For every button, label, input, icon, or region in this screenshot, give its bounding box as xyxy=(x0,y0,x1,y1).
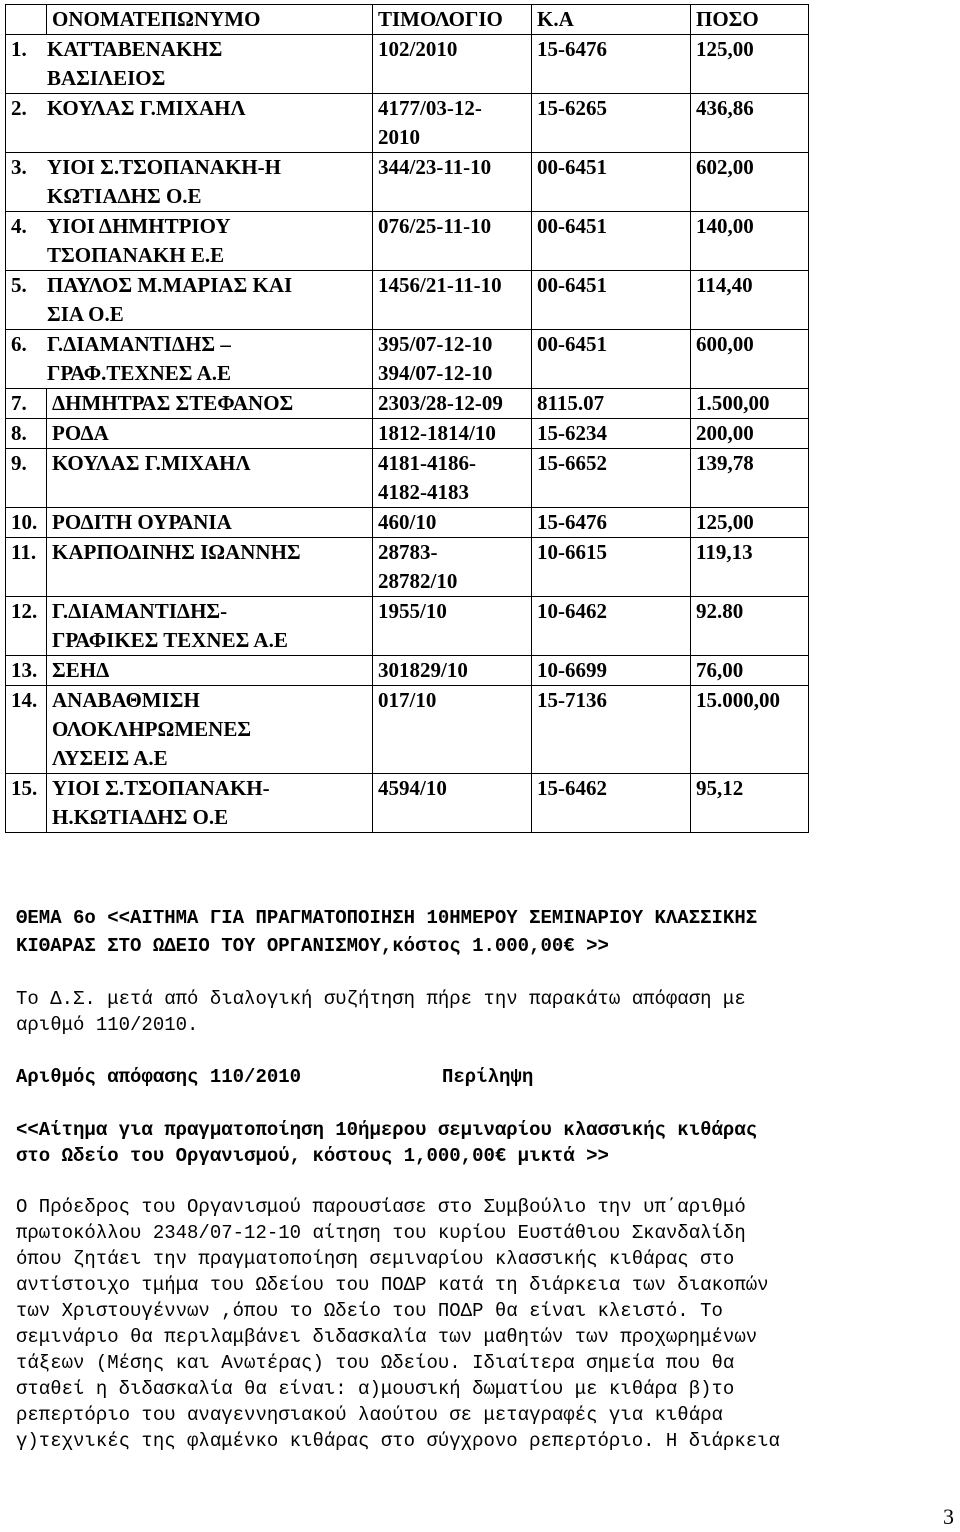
payments-table xyxy=(5,4,809,833)
header-amount: ΠΟΣΟ xyxy=(691,5,809,35)
ka-cell: 10-6699 xyxy=(532,656,691,686)
cell-line: ΔΗΜΗΤΡΑΣ ΣΤΕΦΑΝΟΣ xyxy=(52,391,294,415)
cell-line: ΒΑΣΙΛΕΙΟΣ xyxy=(47,66,166,90)
cell-line: 344/23-11-10 xyxy=(378,155,492,179)
name-cell xyxy=(47,508,373,538)
amount-cell: 15.000,00 xyxy=(691,686,809,774)
table-row xyxy=(6,508,809,538)
ka-cell: 10-6462 xyxy=(532,597,691,656)
table-row xyxy=(6,538,809,597)
cell-line: ΠΑΥΛΟΣ Μ.ΜΑΡΙΑΣ ΚΑΙ xyxy=(47,273,293,297)
body-line-4: αντίστοιχο τμήμα του Ωδείου του ΠΟΔΡ κατά τη διάρκεια των διακοπών xyxy=(16,1274,769,1296)
body-line-1: Ο Πρόεδρος του Οργανισμού παρουσίασε στο Συμβούλιο την υπ΄αριθμό xyxy=(16,1196,746,1218)
table-row xyxy=(6,153,809,212)
invoice-cell xyxy=(373,597,532,656)
amount-cell: 140,00 xyxy=(691,212,809,271)
ka-cell: 00-6451 xyxy=(532,271,691,330)
cell-line: ΟΛΟΚΛΗΡΩΜΕΝΕΣ xyxy=(52,717,252,741)
row-number: 2. xyxy=(11,96,27,120)
amount-cell: 436,86 xyxy=(691,94,809,153)
invoice-cell xyxy=(373,35,532,94)
invoice-cell xyxy=(373,508,532,538)
table-row xyxy=(6,330,809,389)
row-number: 8. xyxy=(6,419,47,449)
table-row xyxy=(6,35,809,94)
cell-line: ΑΝΑΒΑΘΜΙΣΗ xyxy=(52,688,200,712)
cell-line: 076/25-11-10 xyxy=(378,214,492,238)
invoice-cell xyxy=(373,656,532,686)
amount-cell: 200,00 xyxy=(691,419,809,449)
body-line-2: πρωτοκόλλου 2348/07-12-10 αίτηση του κυρίου Ευστάθιου Σκανδαλίδη xyxy=(16,1222,746,1244)
summary-line-2: στο Ωδείο του Οργανισμού, κόστους 1,000,00€ μικτά >> xyxy=(16,1145,609,1167)
cell-line: 4182-4183 xyxy=(378,480,469,504)
row-name xyxy=(47,271,292,329)
ka-cell: 15-6476 xyxy=(532,508,691,538)
cell-line: 1456/21-11-10 xyxy=(378,273,502,297)
amount-cell: 602,00 xyxy=(691,153,809,212)
summary-label: Περίληψη xyxy=(442,1066,534,1088)
body-line-6: σεμινάριο θα περιλαμβάνει διδασκαλία των μαθητών των προχωρημένων xyxy=(16,1326,758,1348)
cell-line: ΚΑΡΠΟΔΙΝΗΣ ΙΩΑΝΝΗΣ xyxy=(52,540,301,564)
table-row xyxy=(6,597,809,656)
ka-cell: 00-6451 xyxy=(532,212,691,271)
ka-cell: 15-6265 xyxy=(532,94,691,153)
board-line-2: αριθμό 110/2010. xyxy=(16,1014,199,1036)
name-cell xyxy=(47,419,373,449)
ka-cell: 15-6234 xyxy=(532,419,691,449)
ka-cell: 8115.07 xyxy=(532,389,691,419)
invoice-cell xyxy=(373,419,532,449)
body-line-9: ρεπερτόριο του αναγεννησιακού λαούτου σε μεταγραφές για κιθάρα xyxy=(16,1404,723,1426)
header-invoice: ΤΙΜΟΛΟΓΙΟ xyxy=(373,5,532,35)
row-number: 14. xyxy=(6,686,47,774)
cell-line: ΤΣΟΠΑΝΑΚΗ Ε.Ε xyxy=(47,243,225,267)
invoice-cell xyxy=(373,389,532,419)
cell-line: 460/10 xyxy=(378,510,437,534)
header-num xyxy=(6,5,47,35)
row-name xyxy=(47,94,246,123)
cell-line: 017/10 xyxy=(378,688,437,712)
page-number: 3 xyxy=(943,1504,954,1529)
cell-line: 4177/03-12- xyxy=(378,96,482,120)
row-number: 9. xyxy=(6,449,47,508)
cell-line: 28782/10 xyxy=(378,569,458,593)
invoice-cell xyxy=(373,271,532,330)
amount-cell: 119,13 xyxy=(691,538,809,597)
body-line-3: όπου ζητάει την πραγματοποίηση σεμιναρίου κλασσικής κιθάρας στο xyxy=(16,1248,735,1270)
name-cell xyxy=(47,656,373,686)
name-cell xyxy=(6,153,373,212)
cell-line: 1955/10 xyxy=(378,599,447,623)
cell-line: 395/07-12-10 xyxy=(378,332,493,356)
table-row xyxy=(6,271,809,330)
ka-cell: 15-7136 xyxy=(532,686,691,774)
amount-cell: 114,40 xyxy=(691,271,809,330)
row-number: 5. xyxy=(11,273,27,297)
invoice-cell xyxy=(373,330,532,389)
name-cell xyxy=(47,389,373,419)
row-name xyxy=(47,330,231,388)
cell-line: ΡΟΔΑ xyxy=(52,421,109,445)
table-header-row xyxy=(6,5,809,35)
name-cell xyxy=(6,271,373,330)
payments-table-wrap xyxy=(5,4,809,833)
name-cell xyxy=(6,330,373,389)
ka-cell: 15-6652 xyxy=(532,449,691,508)
row-name xyxy=(47,35,222,93)
row-number: 15. xyxy=(6,774,47,833)
cell-line: ΣΙΑ Ο.Ε xyxy=(47,302,124,326)
name-cell xyxy=(47,686,373,774)
body-line-10: γ)τεχνικές της φλαμένκο κιθάρας στο σύγχρονο ρεπερτόριο. Η διάρκεια xyxy=(16,1430,780,1452)
invoice-cell xyxy=(373,212,532,271)
row-number: 11. xyxy=(6,538,47,597)
name-cell xyxy=(6,35,373,94)
row-number: 7. xyxy=(6,389,47,419)
ka-cell: 10-6615 xyxy=(532,538,691,597)
amount-cell: 139,78 xyxy=(691,449,809,508)
cell-line: 2010 xyxy=(378,125,420,149)
ka-cell: 15-6462 xyxy=(532,774,691,833)
cell-line: ΥΙΟΙ Σ.ΤΣΟΠΑΝΑΚΗ- xyxy=(52,776,270,800)
cell-line: 4181-4186- xyxy=(378,451,476,475)
row-number: 10. xyxy=(6,508,47,538)
topic-line-1: ΘΕΜΑ 6ο <<ΑΙΤΗΜΑ ΓΙΑ ΠΡΑΓΜΑΤΟΠΟΙΗΣΗ 10ΗΜΕΡΟΥ ΣΕΜΙΝΑΡΙΟΥ ΚΛΑΣΣΙΚΗΣ xyxy=(16,907,758,929)
cell-line: 394/07-12-10 xyxy=(378,361,493,385)
table-row xyxy=(6,94,809,153)
body-line-8: σταθεί η διδασκαλία θα είναι: α)μουσική δωματίου με κιθάρα β)το xyxy=(16,1378,735,1400)
summary-line-1: <<Αίτημα για πραγματοποίηση 10ήμερου σεμιναρίου κλασσικής κιθάρας xyxy=(16,1119,758,1141)
table-row xyxy=(6,389,809,419)
invoice-cell xyxy=(373,153,532,212)
name-cell xyxy=(47,774,373,833)
amount-cell: 125,00 xyxy=(691,35,809,94)
name-cell xyxy=(6,212,373,271)
cell-line: Γ.ΔΙΑΜΑΝΤΙΔΗΣ- xyxy=(52,599,228,623)
invoice-cell xyxy=(373,686,532,774)
invoice-cell xyxy=(373,774,532,833)
ka-cell: 15-6476 xyxy=(532,35,691,94)
cell-line: ΥΙΟΙ ΔΗΜΗΤΡΙΟΥ xyxy=(47,214,231,238)
cell-line: 301829/10 xyxy=(378,658,468,682)
name-cell xyxy=(47,449,373,508)
cell-line: ΓΡΑΦ.ΤΕΧΝΕΣ Α.Ε xyxy=(47,361,231,385)
row-number: 12. xyxy=(6,597,47,656)
cell-line: ΚΟΥΛΑΣ Γ.ΜΙΧΑΗΛ xyxy=(47,96,246,120)
cell-line: ΚΟΥΛΑΣ Γ.ΜΙΧΑΗΛ xyxy=(52,451,251,475)
amount-cell: 92.80 xyxy=(691,597,809,656)
body-line-5: των Χριστουγέννων ,όπου το Ωδείο του ΠΟΔΡ θα είναι κλειστό. Το xyxy=(16,1300,723,1322)
name-cell xyxy=(6,94,373,153)
body-line-7: τάξεων (Μέσης και Ανωτέρας) του Ωδείου. Ιδιαίτερα σημεία που θα xyxy=(16,1352,735,1374)
cell-line: ΚΑΤΤΑΒΕΝΑΚΗΣ xyxy=(47,37,223,61)
cell-line: ΛΥΣΕΙΣ Α.Ε xyxy=(52,746,168,770)
row-name xyxy=(47,212,231,270)
amount-cell: 95,12 xyxy=(691,774,809,833)
board-line-1: Το Δ.Σ. μετά από διαλογική συζήτηση πήρε την παρακάτω απόφαση με xyxy=(16,988,746,1010)
row-number: 3. xyxy=(11,155,27,179)
row-name xyxy=(47,153,281,211)
decision-number: Αριθμός απόφασης 110/2010 xyxy=(16,1066,302,1088)
invoice-cell xyxy=(373,538,532,597)
amount-cell: 125,00 xyxy=(691,508,809,538)
cell-line: ΥΙΟΙ Σ.ΤΣΟΠΑΝΑΚΗ-Η xyxy=(47,155,281,179)
table-row xyxy=(6,212,809,271)
cell-line: ΣΕΗΔ xyxy=(52,658,110,682)
cell-line: 1812-1814/10 xyxy=(378,421,496,445)
cell-line: ΡΟΔΙΤΗ ΟΥΡΑΝΙΑ xyxy=(52,510,232,534)
row-number: 4. xyxy=(11,214,27,238)
row-number: 6. xyxy=(11,332,27,356)
table-row xyxy=(6,686,809,774)
cell-line: 28783- xyxy=(378,540,438,564)
table-row xyxy=(6,656,809,686)
cell-line: Η.ΚΩΤΙΑΔΗΣ Ο.Ε xyxy=(52,805,229,829)
ka-cell: 00-6451 xyxy=(532,153,691,212)
invoice-cell xyxy=(373,449,532,508)
cell-line: ΓΡΑΦΙΚΕΣ ΤΕΧΝΕΣ Α.Ε xyxy=(52,628,288,652)
topic-line-2: ΚΙΘΑΡΑΣ ΣΤΟ ΩΔΕΙΟ ΤΟΥ ΟΡΓΑΝΙΣΜΟΥ,κόστος 1.000,00€ >> xyxy=(16,935,609,957)
row-number: 1. xyxy=(11,37,27,61)
row-number: 13. xyxy=(6,656,47,686)
amount-cell: 76,00 xyxy=(691,656,809,686)
table-row xyxy=(6,774,809,833)
header-ka: Κ.Α xyxy=(532,5,691,35)
cell-line: Γ.ΔΙΑΜΑΝΤΙΔΗΣ – xyxy=(47,332,231,356)
amount-cell: 1.500,00 xyxy=(691,389,809,419)
ka-cell: 00-6451 xyxy=(532,330,691,389)
invoice-cell xyxy=(373,94,532,153)
cell-line: ΚΩΤΙΑΔΗΣ Ο.Ε xyxy=(47,184,202,208)
cell-line: 102/2010 xyxy=(378,37,458,61)
table-row xyxy=(6,419,809,449)
name-cell xyxy=(47,538,373,597)
cell-line: 4594/10 xyxy=(378,776,447,800)
name-cell xyxy=(47,597,373,656)
header-name: ΟΝΟΜΑΤΕΠΩΝΥΜΟ xyxy=(47,5,373,35)
amount-cell: 600,00 xyxy=(691,330,809,389)
cell-line: 2303/28-12-09 xyxy=(378,391,503,415)
table-row xyxy=(6,449,809,508)
